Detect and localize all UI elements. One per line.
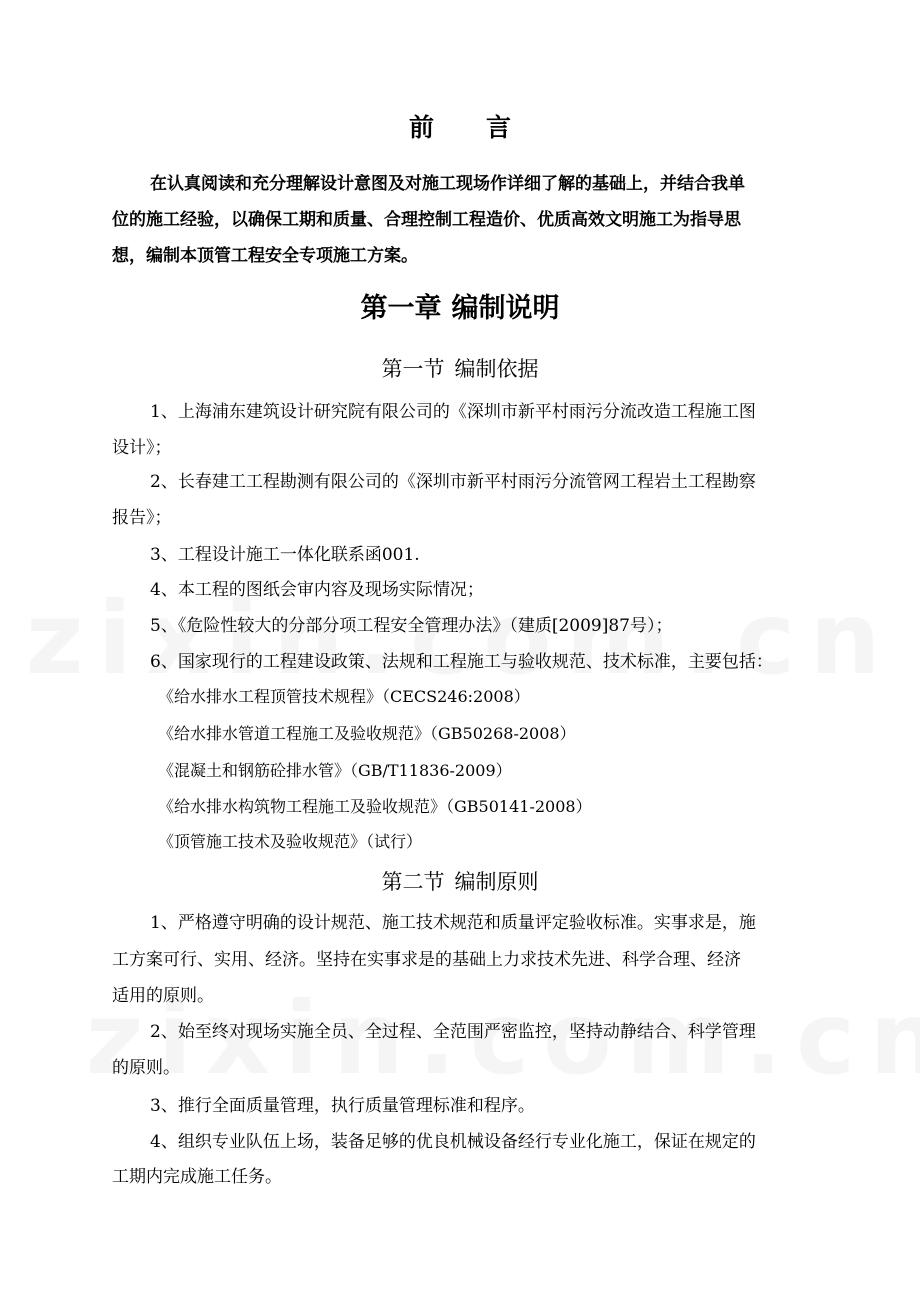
principle-line: 工期内完成施工任务。: [112, 1167, 282, 1187]
preface-line: 想，编制本顶管工程安全专项施工方案。: [112, 246, 418, 266]
principle-line: 工方案可行、实用、经济。坚持在实事求是的基础上力求技术先进、科学合理、经济: [112, 950, 741, 970]
basis-item: 5、《危险性较大的分部分项工程安全管理办法》（建质[2009]87号）；: [150, 616, 673, 636]
principle-line: 的原则。: [112, 1058, 180, 1078]
section-number: 第一节: [381, 357, 445, 381]
basis-item: 2、长春建工工程勘测有限公司的《深圳市新平村雨污分流管网工程岩土工程勘察: [150, 472, 756, 492]
basis-item: 4、本工程的图纸会审内容及现场实际情况；: [150, 580, 484, 600]
basis-item-cont: 报告》；: [112, 508, 172, 528]
chapter-number: 第一章: [360, 293, 442, 324]
principle-line: 1、严格遵守明确的设计规范、施工技术规范和质量评定验收标准。实事求是，施: [150, 913, 756, 933]
section-name: 编制原则: [454, 870, 539, 894]
basis-item: 3、工程设计施工一体化联系函001.: [150, 545, 420, 565]
basis-item: 1、上海浦东建筑设计研究院有限公司的《深圳市新平村雨污分流改造工程施工图: [150, 402, 756, 422]
section-number: 第二节: [381, 870, 445, 894]
chapter-title: [0, 292, 920, 326]
preface-title-right: 言: [486, 113, 512, 142]
basis-item-cont: 设计》；: [112, 438, 172, 458]
standard-ref: 《给水排水构筑物工程施工及验收规范》（GB50141-2008）: [158, 797, 592, 816]
section-name: 编制依据: [454, 357, 539, 381]
section-title: [0, 868, 920, 896]
principle-line: 4、组织专业队伍上场，装备足够的优良机械设备经行专业化施工，保证在规定的: [150, 1132, 756, 1152]
chapter-name: 编制说明: [451, 293, 560, 324]
standard-ref: 《混凝土和钢筋砼排水管》（GB/T11836-2009）: [158, 761, 512, 780]
preface-title-left: 前: [408, 113, 434, 142]
principle-line: 2、始至终对现场实施全员、全过程、全范围严密监控，坚持动静结合、科学管理: [150, 1022, 756, 1042]
principle-line: 适用的原则。: [112, 986, 214, 1006]
preface-line: 位的施工经验，以确保工期和质量、合理控制工程造价、优质高效文明施工为指导思: [112, 210, 741, 230]
standard-ref: 《给水排水工程顶管技术规程》（CECS246:2008）: [158, 687, 530, 706]
section-title: [0, 355, 920, 383]
preface-title: [0, 112, 920, 144]
standard-ref: 《顶管施工技术及验收规范》（试行）: [158, 832, 423, 851]
standard-ref: 《给水排水管道工程施工及验收规范》（GB50268-2008）: [158, 724, 576, 743]
preface-line: 在认真阅读和充分理解设计意图及对施工现场作详细了解的基础上，并结合我单: [150, 174, 745, 194]
principle-line: 3、推行全面质量管理，执行质量管理标准和程序。: [150, 1096, 535, 1116]
basis-item: 6、国家现行的工程建设政策、法规和工程施工与验收规范、技术标准，主要包括：: [150, 652, 773, 672]
